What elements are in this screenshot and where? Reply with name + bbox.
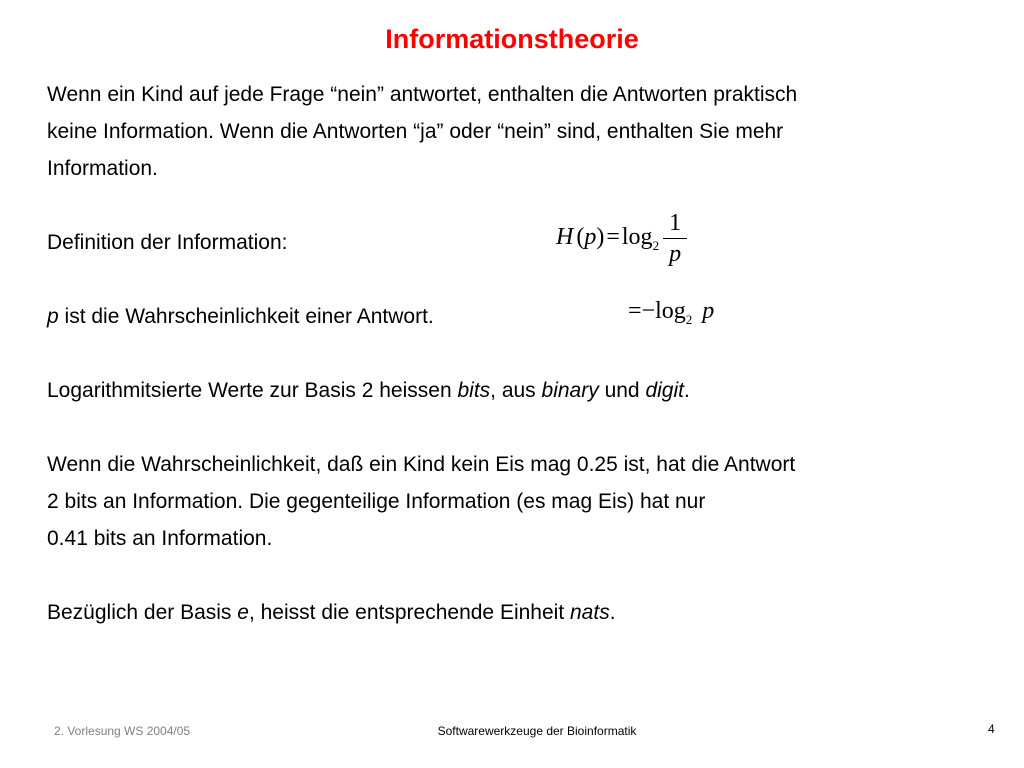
log-text-4: . bbox=[683, 379, 690, 402]
formula2-log-base: 2 bbox=[685, 312, 693, 327]
definition-label: Definition der Information: bbox=[47, 231, 288, 254]
intro-paragraph bbox=[47, 76, 797, 187]
log-text-1: Logarithmitsierte Werte zur Basis 2 heissen bbox=[47, 379, 458, 402]
formula-log: log bbox=[621, 224, 653, 251]
formula-p: p bbox=[584, 224, 597, 251]
log-digit: digit bbox=[645, 379, 684, 402]
basis-nats: nats bbox=[570, 601, 610, 624]
p-definition-line bbox=[47, 298, 434, 335]
footer-lecture: 2. Vorlesung WS 2004/05 bbox=[54, 724, 191, 738]
log-text-3: und bbox=[598, 379, 646, 402]
basis-text-3: . bbox=[609, 601, 616, 624]
log-bits-line bbox=[47, 372, 690, 409]
formula-equals: = bbox=[606, 224, 620, 251]
log-text-2: , aus bbox=[490, 379, 542, 402]
formula-h: H bbox=[556, 224, 574, 251]
formula-open-paren: ( bbox=[576, 224, 585, 251]
formula-line-2 bbox=[628, 298, 714, 325]
p-definition-text: ist die Wahrscheinlichkeit einer Antwort. bbox=[58, 305, 434, 328]
formula-fraction bbox=[663, 208, 687, 269]
basis-text-1: Bezüglich der Basis bbox=[47, 601, 238, 624]
intro-line-3: Information. bbox=[47, 157, 158, 180]
intro-line-1: Wenn ein Kind auf jede Frage “nein” antwortet, enthalten die Antworten praktisch bbox=[47, 83, 798, 106]
formula-denominator: p bbox=[669, 241, 682, 267]
formula2-p: p bbox=[702, 298, 715, 324]
basis-line bbox=[47, 594, 616, 631]
footer-page-number: 4 bbox=[988, 722, 995, 736]
basis-text-2: , heisst die entsprechende Einheit bbox=[248, 601, 570, 624]
example-line-1: Wenn die Wahrscheinlichkeit, daß ein Kind kein Eis mag 0.25 ist, hat die Antwort bbox=[47, 453, 796, 476]
formula2-log: log bbox=[655, 298, 686, 324]
formula-close-paren: ) bbox=[596, 224, 605, 251]
formula-numerator: 1 bbox=[663, 208, 687, 239]
footer-course: Softwarewerkzeuge der Bioinformatik bbox=[437, 724, 637, 738]
formula-log-base: 2 bbox=[652, 238, 660, 254]
p-symbol: p bbox=[47, 305, 59, 328]
log-bits: bits bbox=[457, 379, 491, 402]
formula-definition bbox=[556, 208, 687, 269]
basis-e: e bbox=[237, 601, 249, 624]
intro-line-2: keine Information. Wenn die Antworten “ja” oder “nein” sind, enthalten Sie mehr bbox=[47, 120, 784, 143]
formula2-prefix: =− bbox=[628, 298, 656, 324]
example-line-3: 0.41 bits an Information. bbox=[47, 527, 273, 550]
example-line-2: 2 bits an Information. Die gegenteilige Information (es mag Eis) hat nur bbox=[47, 490, 706, 513]
log-binary: binary bbox=[541, 379, 599, 402]
example-paragraph bbox=[47, 446, 795, 557]
slide-title: Informationstheorie bbox=[385, 24, 639, 54]
